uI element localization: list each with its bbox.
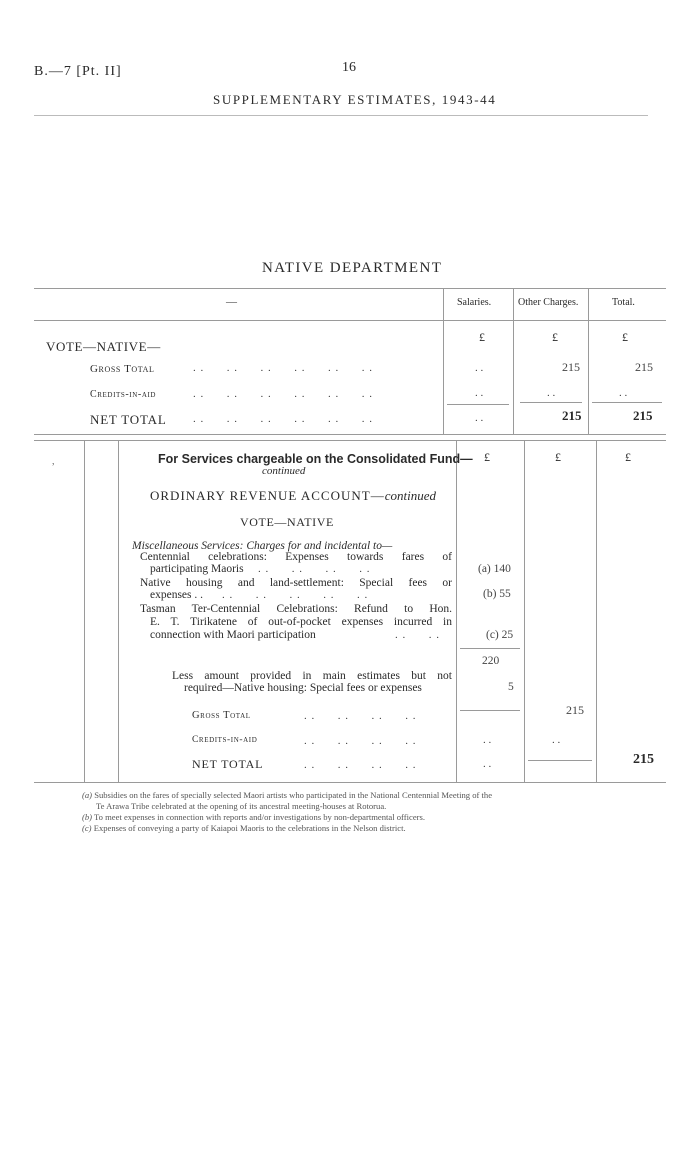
- footnote-a-cont: Te Arawa Tribe celebrated at the opening of its ancestral meeting-houses at Rotorua.: [96, 801, 387, 811]
- summary-gross-total: 215: [635, 360, 653, 374]
- fund-continued: continued: [262, 465, 306, 477]
- detail-credits-label: Credits-in-aid: [192, 735, 258, 745]
- summary-bottom-rule: [34, 434, 666, 435]
- item-3-line2: E. T. Tirikatene of out-of-pocket expenses incurred in: [150, 616, 452, 628]
- detail-net-dots: . . . . . . . .: [304, 759, 417, 771]
- department-title: NATIVE DEPARTMENT: [262, 260, 443, 276]
- footnote-a: [82, 790, 492, 800]
- item-2-line2: expenses . .: [150, 589, 204, 601]
- currency-total: £: [622, 330, 628, 344]
- column-header-description: —: [226, 296, 237, 308]
- footnote-a-mark: (a): [82, 790, 93, 800]
- detail-top-rule: [34, 440, 666, 441]
- col-rule-2: [513, 288, 514, 434]
- account-continued: continued: [384, 488, 436, 503]
- detail-left-rule-2: [118, 440, 119, 782]
- summary-gross-other: 215: [562, 360, 580, 374]
- footnote-a-text: Subsidies on the fares of specially selected Maori artists who participated in the National Centennial Meeting of the: [94, 790, 493, 800]
- col-rule-3: [588, 288, 589, 434]
- less-amount: 5: [508, 681, 514, 693]
- item-3-amount: (c) 25: [486, 629, 514, 641]
- summary-credits-salaries: . .: [475, 387, 484, 399]
- item-2-dots: . . . . . . . . . .: [222, 589, 369, 601]
- item-3-line1: Tasman Ter-Centennial Celebrations: Refund to Hon.: [140, 603, 452, 615]
- detail-col-rule-3: [596, 440, 597, 782]
- summary-net-label: NET TOTAL: [90, 412, 167, 427]
- account-title: [150, 488, 436, 504]
- item-1-line1: Centennial celebrations: Expenses towards fares of: [140, 551, 452, 563]
- summary-net-salaries: . .: [475, 412, 484, 424]
- footnote-c: [82, 823, 406, 833]
- summary-net-rule-salaries: [447, 404, 509, 405]
- detail-col-rule-1: [456, 440, 457, 782]
- footnote-c-mark: (c): [82, 823, 92, 833]
- subtotal-rule: [460, 648, 520, 649]
- fund-title: For Services chargeable on the Consolidated Fund—: [158, 452, 473, 466]
- table-top-rule: [34, 288, 666, 289]
- less-line2: required—Native housing: Special fees or expenses: [184, 682, 422, 694]
- detail-col-rule-2: [524, 440, 525, 782]
- gross-rule: [460, 710, 520, 711]
- detail-net-label: NET TOTAL: [192, 757, 264, 771]
- summary-vote-label: VOTE—NATIVE—: [46, 339, 161, 354]
- detail-gross-label: Gross Total: [192, 710, 251, 721]
- detail-gross-other: 215: [566, 703, 584, 717]
- summary-credits-total: . .: [619, 387, 628, 399]
- footnote-c-text: Expenses of conveying a party of Kaiapoi Maoris to the celebrations in the Nelson district.: [93, 823, 406, 833]
- summary-gross-dots: . . . . . . . . . . . .: [193, 362, 373, 374]
- detail-net-total: 215: [633, 752, 654, 767]
- column-header-salaries: Salaries.: [457, 297, 492, 308]
- summary-gross-salaries: . .: [475, 362, 484, 374]
- net-rule-other: [528, 760, 592, 761]
- column-header-total: Total.: [612, 297, 635, 308]
- summary-net-dots: . . . . . . . . . . . .: [193, 413, 373, 425]
- item-2-amount: (b) 55: [483, 588, 511, 600]
- item-2-line1: Native housing and land-settlement: Special fees or: [140, 577, 452, 589]
- summary-credits-label: Credits-in-aid: [90, 389, 157, 400]
- detail-currency-total: £: [625, 450, 631, 464]
- detail-credits-dots: . . . . . . . .: [304, 735, 417, 747]
- detail-credits-salaries: . .: [483, 734, 492, 746]
- detail-currency-salaries: £: [484, 450, 490, 464]
- footnote-b: [82, 812, 425, 822]
- less-line1: Less amount provided in main estimates but not: [172, 670, 452, 682]
- summary-net-rule-other: [520, 402, 582, 403]
- detail-net-salaries: . .: [483, 758, 492, 770]
- footnote-b-mark: (b): [82, 812, 93, 822]
- detail-credits-other: . .: [552, 734, 561, 746]
- column-header-other-charges: Other Charges.: [518, 297, 579, 308]
- account-title-text: ORDINARY REVENUE ACCOUNT—: [150, 488, 385, 503]
- detail-left-rule-1: [84, 440, 85, 782]
- item-3-dots: . . . .: [395, 629, 440, 641]
- currency-other: £: [552, 330, 558, 344]
- summary-net-rule-total: [592, 402, 662, 403]
- summary-net-total: 215: [633, 408, 653, 423]
- item-1-line2: participating Maoris: [150, 563, 244, 575]
- summary-credits-other: . .: [547, 387, 556, 399]
- col-rule-1: [443, 288, 444, 434]
- page-title: SUPPLEMENTARY ESTIMATES, 1943-44: [213, 92, 497, 107]
- detail-bottom-rule: [34, 782, 666, 783]
- header-rule: [34, 115, 648, 116]
- item-1-amount: (a) 140: [478, 563, 511, 575]
- currency-salaries: £: [479, 330, 485, 344]
- subtotal-amount: 220: [482, 655, 500, 667]
- page-number: 16: [342, 60, 356, 75]
- item-1-dots: . . . . . . . .: [258, 563, 371, 575]
- vote-title: VOTE—NATIVE: [240, 515, 334, 529]
- item-3-line3: connection with Maori participation: [150, 629, 316, 641]
- section-title: Miscellaneous Services: Charges for and incidental to—: [132, 540, 393, 552]
- margin-mark: ,: [52, 456, 55, 467]
- detail-currency-other: £: [555, 450, 561, 464]
- summary-gross-label: Gross Total: [90, 363, 155, 375]
- summary-credits-dots: . . . . . . . . . . . .: [193, 388, 373, 400]
- detail-gross-dots: . . . . . . . .: [304, 710, 417, 722]
- summary-net-other: 215: [562, 408, 582, 423]
- footnote-b-text: To meet expenses in connection with reports and/or investigations by non-departmental officers.: [94, 812, 425, 822]
- column-header-rule: [34, 320, 666, 321]
- page-reference: B.—7 [Pt. II]: [34, 64, 122, 79]
